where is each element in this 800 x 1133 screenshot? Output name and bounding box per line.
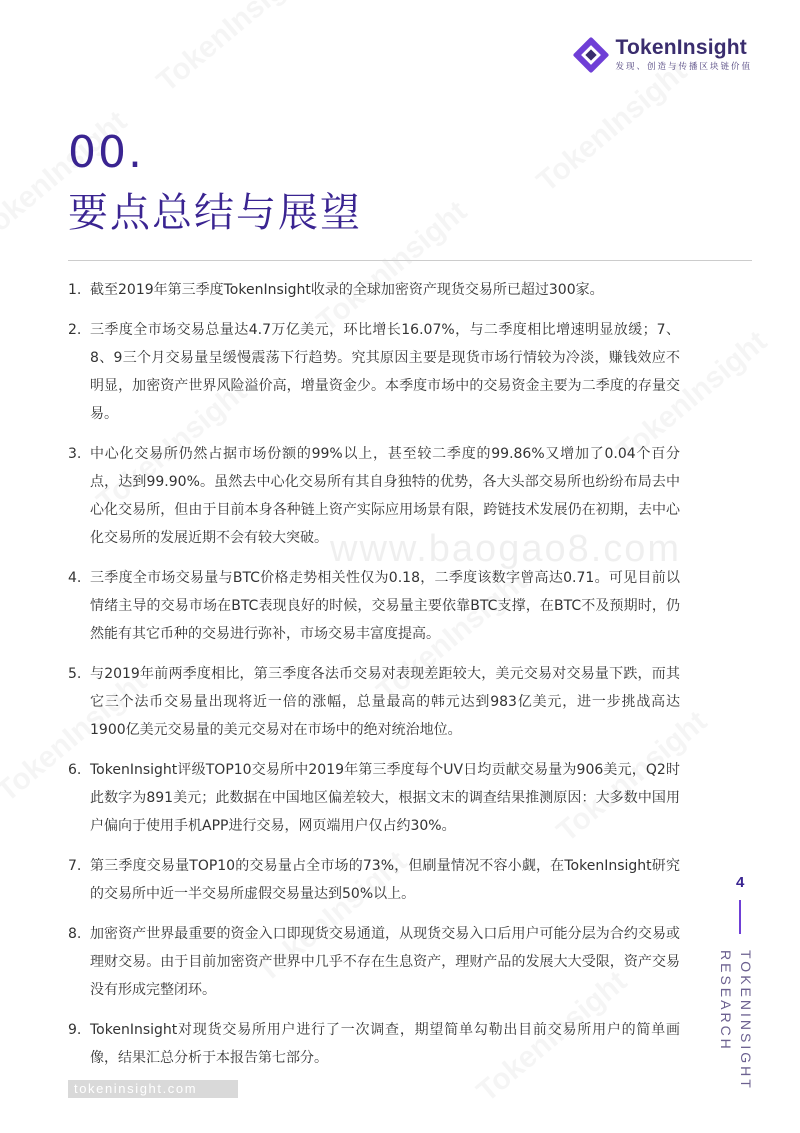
section-number: 00.: [68, 127, 144, 178]
item-text: 三季度全市场交易总量达4.7万亿美元，环比增长16.07%，与二季度相比增速明显放缓；7、8、9三个月交易量呈缓慢震荡下行趋势。究其原因主要是现货市场行情较为冷淡，赚钱效应不明显，加密资产世界风险溢价高，增量资金少。本季度市场中的交易资金主要为二季度的存量交易。: [90, 322, 680, 422]
item-text: 与2019年前两季度相比，第三季度各法币交易对表现差距较大，美元交易对交易量下跌，而其它三个法币交易量出现将近一倍的涨幅，总量最高的韩元达到983亿美元，进一步挑战高达1900亿美元交易量的美元交易对在市场中的绝对统治地位。: [90, 666, 680, 738]
list-item: [68, 316, 680, 428]
item-text: 中心化交易所仍然占据市场份额的99%以上，甚至较二季度的99.86%又增加了0.04个百分点，达到99.90%。虽然去中心化交易所有其自身独特的优势，各大头部交易所也纷纷布局去中心化交易所，但由于目前本身各种链上资产实际应用场景有限，跨链技术发展仍在初期，去中心化交易所的发展近期不会有较大突破。: [90, 446, 680, 546]
item-number: 1.: [68, 282, 82, 298]
side-brand-line1: TOKENINSIGHT: [738, 950, 754, 1091]
side-brand: [716, 950, 756, 1091]
list-item: [68, 1016, 680, 1072]
brand-logo: [573, 36, 752, 73]
item-number: 7.: [68, 858, 82, 874]
item-number: 2.: [68, 322, 82, 338]
list-item: [68, 660, 680, 744]
list-item: [68, 564, 680, 648]
list-item: [68, 276, 680, 304]
site-watermark: www.baogao8.com: [330, 528, 682, 570]
list-item: [68, 756, 680, 840]
item-text: TokenInsight评级TOP10交易所中2019年第三季度每个UV日均贡献交易量为906美元，Q2时此数字为891美元；此数据在中国地区偏差较大，根据文末的调查结果推测原因：大多数中国用户偏向于使用手机APP进行交易，网页端用户仅占约30%。: [90, 762, 680, 834]
item-text: 加密资产世界最重要的资金入口即现货交易通道，从现货交易入口后用户可能分层为合约交易或理财交易。由于目前加密资产世界中几乎不存在生息资产，理财产品的发展大大受限，资产交易没有形成完整闭环。: [90, 926, 680, 998]
logo-tagline: 发现、创造与传播区块链价值: [615, 62, 752, 72]
item-number: 4.: [68, 570, 82, 586]
page-indicator-bar: [739, 900, 741, 934]
item-text: TokenInsight对现货交易所用户进行了一次调查，期望简单勾勒出目前交易所用户的简单画像，结果汇总分析于本报告第七部分。: [90, 1022, 680, 1066]
item-text: 截至2019年第三季度TokenInsight收录的全球加密资产现货交易所已超过300家。: [90, 282, 604, 298]
item-number: 8.: [68, 926, 82, 942]
logo-diamond-icon: [573, 37, 609, 73]
item-number: 6.: [68, 762, 82, 778]
section-title: 要点总结与展望: [68, 190, 362, 236]
list-item: [68, 920, 680, 1004]
item-number: 3.: [68, 446, 82, 462]
list-item: [68, 852, 680, 908]
side-brand-line2: RESEARCH: [718, 950, 734, 1052]
watermark-text: [531, 55, 694, 200]
item-number: 5.: [68, 666, 82, 682]
item-number: 9.: [68, 1022, 82, 1038]
watermark-text: [151, 0, 314, 99]
heading-divider: [68, 260, 752, 261]
key-points-list: [68, 276, 680, 1084]
list-item: [68, 440, 680, 552]
footer-url[interactable]: tokeninsight.com: [68, 1080, 238, 1098]
page-number: 4: [736, 874, 745, 891]
logo-name: TokenInsight: [615, 36, 747, 59]
item-text: 第三季度交易量TOP10的交易量占全市场的73%，但刷量情况不容小觑，在TokenInsight研究的交易所中近一半交易所虚假交易量达到50%以上。: [90, 858, 680, 902]
item-text: 三季度全市场交易量与BTC价格走势相关性仅为0.18，二季度该数字曾高达0.71。可见目前以情绪主导的交易市场在BTC表现良好的时候，交易量主要依靠BTC支撑，在BTC不及预期时，仍然能有其它币种的交易进行弥补，市场交易丰富度提高。: [90, 570, 680, 642]
